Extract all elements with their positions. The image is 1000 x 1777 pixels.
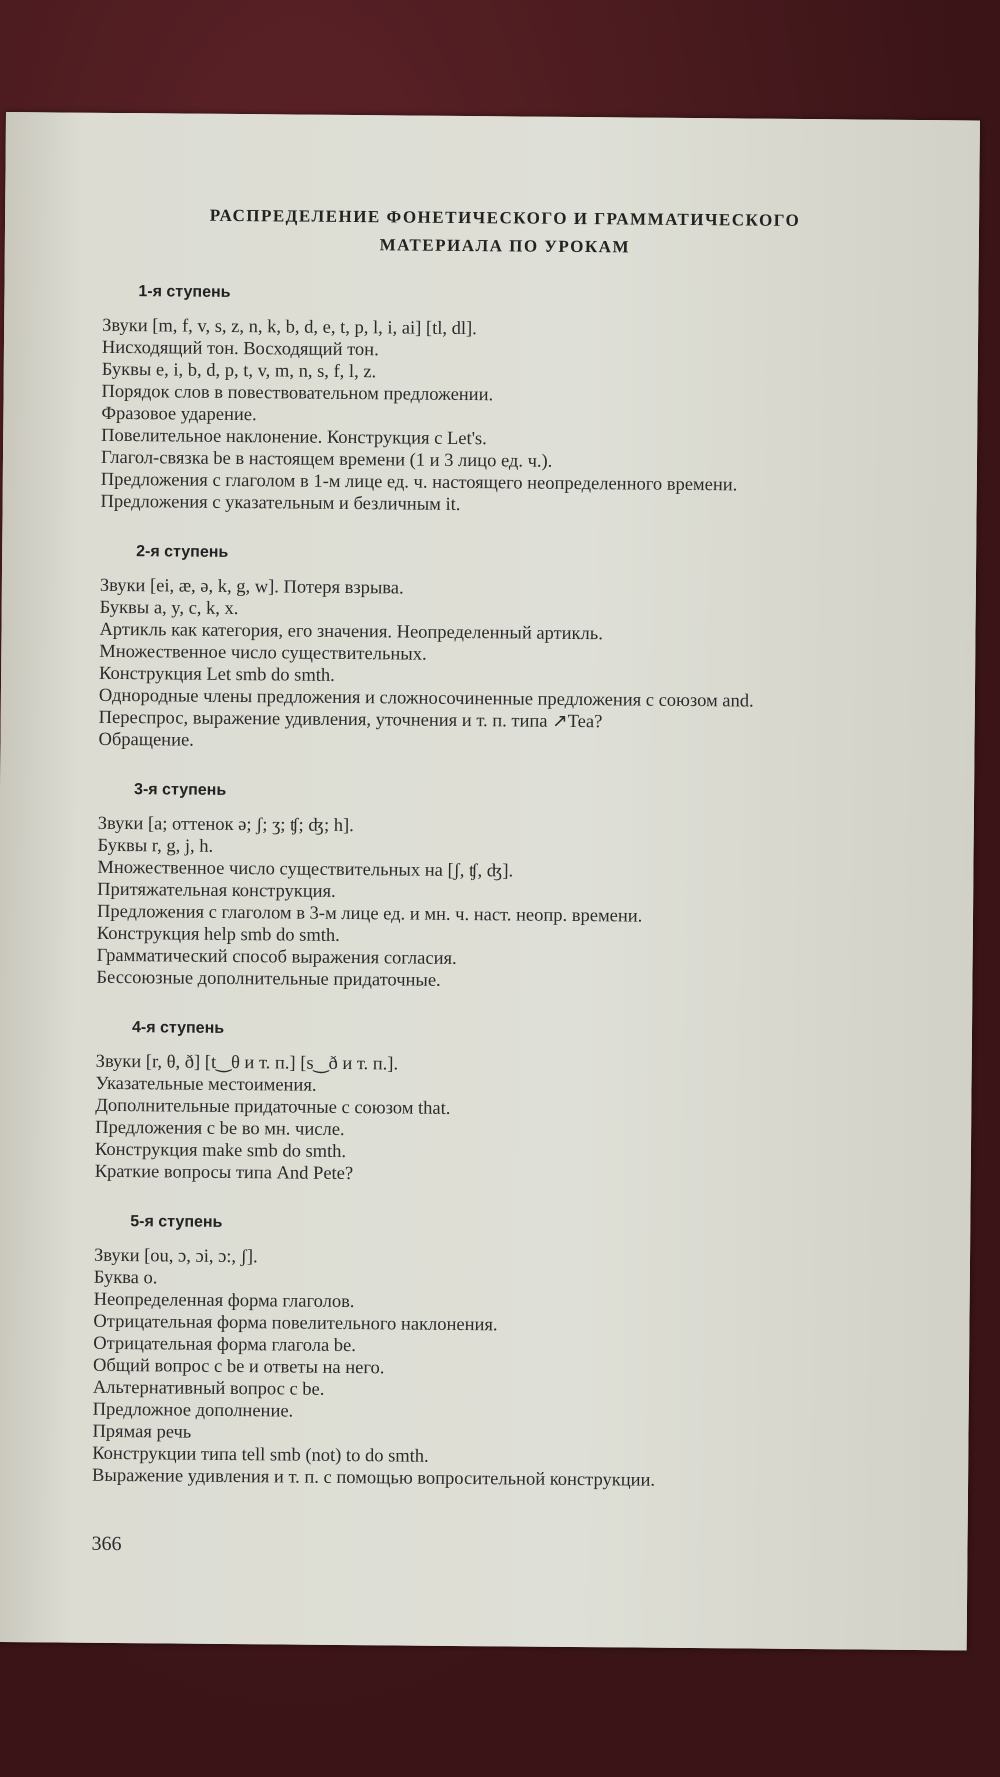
list-item: Краткие вопросы типа And Pete?: [94, 1161, 354, 1185]
list-item: Нисходящий тон. Восходящий тон.: [101, 337, 379, 361]
list-item: Общий вопрос с be и ответы на него.: [92, 1355, 385, 1379]
section-heading: 5-я ступень: [130, 1213, 223, 1231]
section-heading: 1-я ступень: [138, 283, 231, 301]
list-item: Конструкция help smb do smth.: [96, 923, 340, 946]
book-page: [0, 112, 980, 1650]
list-item: Выражение удивления и т. п. с помощью вопросительной конструкции.: [92, 1465, 656, 1491]
list-item: Неопределенная форма глаголов.: [93, 1289, 355, 1313]
section-step-5: [92, 1213, 904, 1494]
list-item: Звуки [ei, æ, ə, k, g, w]. Потеря взрыва.: [99, 575, 404, 599]
list-item: Альтернативный вопрос с be.: [92, 1377, 325, 1400]
page-number: 366: [91, 1532, 122, 1556]
list-item: Отрицательная форма повелительного наклонения.: [93, 1311, 498, 1336]
list-item: Буквы a, y, c, k, x.: [99, 597, 239, 620]
list-item: Отрицательная форма глагола be.: [93, 1333, 357, 1357]
list-item: Звуки [a; оттенок ə; ʃ; ʒ; ʧ; ʤ; h].: [97, 813, 354, 837]
list-item: Прямая речь: [92, 1421, 192, 1443]
list-item: Множественное число существительных.: [99, 641, 427, 665]
list-item: Однородные члены предложения и сложносочиненные предложения с союзом and.: [98, 685, 754, 712]
list-item: Буквы r, g, j, h.: [97, 835, 214, 857]
list-item: Буквы e, i, b, d, p, t, v, m, n, s, f, l, z.: [101, 359, 377, 383]
list-item: Конструкция make smb do smth.: [94, 1139, 347, 1163]
section-heading: 4-я ступень: [131, 1019, 225, 1037]
section-step-3: [96, 781, 908, 996]
list-item: Указательные местоимения.: [95, 1073, 317, 1096]
list-item: Фразовое ударение.: [101, 403, 257, 426]
list-item: Дополнительные придаточные с союзом that.: [95, 1095, 451, 1119]
list-item: Предложения с указательным и безличным it.: [100, 491, 461, 515]
section-step-1: [101, 283, 913, 520]
list-item: Глагол-связка be в настоящем времени (1 и 3 лицо ед. ч.).: [100, 447, 553, 472]
section-heading: 2-я ступень: [136, 543, 229, 561]
list-item: Звуки [ou, ɔ, ɔi, ɔ:, ʃ].: [93, 1245, 258, 1268]
list-item: Множественное число существительных на [ʃ, ʧ, ʤ].: [97, 857, 514, 882]
list-item: Притяжательная конструкция.: [97, 879, 336, 902]
list-item: Предложения с глаголом в 1-м лице ед. ч. настоящего неопределенного времени.: [100, 469, 738, 496]
list-item: Предложения с глаголом в 3-м лице ед. и мн. ч. наст. неопр. времени.: [96, 901, 643, 927]
list-item: Обращение.: [98, 729, 194, 751]
lesson-content: [92, 253, 913, 1494]
list-item: Звуки [m, f, v, s, z, n, k, b, d, e, t, p, l, i, ai] [tl, dl].: [102, 315, 477, 340]
list-item: Звуки [r, θ, ð] [t‿θ и т. п.] [s‿ð и т. п.].: [95, 1051, 399, 1075]
list-item: Конструкции типа tell smb (not) to do smth.: [92, 1443, 429, 1467]
list-item: Предложения с be во мн. числе.: [95, 1117, 345, 1140]
list-item: Переспрос, выражение удивления, уточнения и т. п. типа ↗Tea?: [98, 707, 603, 733]
section-heading: 3-я ступень: [134, 781, 227, 799]
list-item: Порядок слов в повествовательном предложении.: [101, 381, 494, 406]
section-step-2: [98, 543, 910, 758]
list-item: Бессоюзные дополнительные придаточные.: [96, 967, 441, 991]
list-item: Повелительное наклонение. Конструкция с Let's.: [101, 425, 487, 450]
page-title-line2: МАТЕРИАЛА ПО УРОКАМ: [379, 235, 631, 257]
page-title: РАСПРЕДЕЛЕНИЕ ФОНЕТИЧЕСКОГО И ГРАММАТИЧЕСКОГО: [209, 205, 801, 230]
list-item: Предложное дополнение.: [92, 1399, 294, 1422]
section-step-4: [95, 1019, 906, 1190]
list-item: Буква o.: [93, 1267, 158, 1289]
list-item: Конструкция Let smb do smth.: [99, 663, 335, 686]
list-item: Артикль как категория, его значения. Неопределенный артикль.: [99, 619, 603, 645]
list-item: Грамматический способ выражения согласия.: [96, 945, 457, 969]
